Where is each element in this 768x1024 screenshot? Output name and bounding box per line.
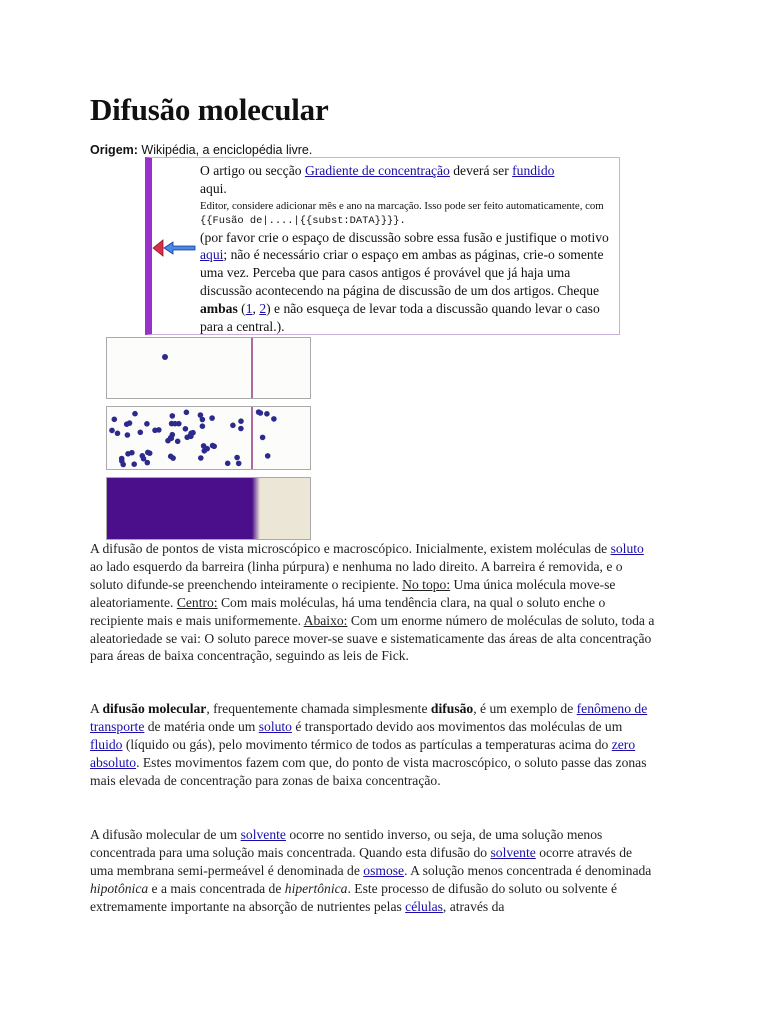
- molecule-dot: [260, 435, 266, 441]
- editor-note-text: Editor, considere adicionar mês e ano na marcação. Isso pode ser feito automaticamente, com: [200, 199, 604, 212]
- diffusion-panel-single: [106, 337, 311, 399]
- merge-notice-text: [200, 162, 618, 335]
- molecule-dot: [127, 420, 133, 426]
- link-fundido[interactable]: fundido: [512, 163, 555, 178]
- merge-comma: ,: [252, 300, 260, 316]
- link-solvente[interactable]: solvente: [240, 827, 286, 842]
- merge-body-pre: (por favor crie o espaço de discussão sobre essa fusão e justifique o motivo: [200, 229, 609, 245]
- molecule-dot: [115, 431, 121, 437]
- link-fenomeno[interactable]: fenômeno de transporte: [90, 701, 648, 734]
- figure-caption: [90, 540, 655, 665]
- merge-ambas: ambas: [200, 300, 238, 316]
- link-aqui[interactable]: aqui: [200, 247, 224, 263]
- molecule-dot: [125, 451, 131, 457]
- p2-t2: ocorre no sentido inverso, ou seja, de uma solução menos concentrada para uma solução mais concentrada. Quando esta difusão do: [90, 827, 603, 860]
- molecule-dot: [204, 446, 210, 452]
- link-osmose[interactable]: osmose: [363, 862, 405, 878]
- p1-t4: de matéria onde um: [144, 718, 259, 734]
- molecule-dot: [200, 417, 206, 423]
- p2-t1: A difusão molecular de um: [90, 827, 241, 842]
- caption-abaixo: Abaixo:: [303, 612, 348, 628]
- molecule-dot: [230, 423, 236, 429]
- molecule-dot: [234, 455, 240, 461]
- molecule-dot: [145, 450, 151, 456]
- molecule-dot: [209, 415, 215, 421]
- p1-t3: , é um exemplo de: [473, 701, 577, 716]
- molecule-dot: [112, 417, 118, 423]
- p1-t7: . Estes movimentos fazem com que, do ponto de vista macroscópico, o soluto passe das zonas mais elevada de concentração para zonas de baixa concentração.: [90, 754, 647, 788]
- p2-t6: . Este processo de difusão do soluto ou solvente é extremamente importante na absorção de nutrientes pelas: [90, 880, 618, 914]
- molecule-dot: [170, 432, 176, 438]
- origin-line: [90, 143, 312, 157]
- molecule-dot: [120, 462, 126, 468]
- molecule-dot: [238, 426, 244, 432]
- molecule-dot: [162, 354, 168, 360]
- caption-t5: Com um enorme número de moléculas de soluto, toda a aleatoriedade se vai: O soluto parece mover-se suave e sistematicamente das áreas de alta concentração para áreas de baixa concentração, seguindo as leis de Fick.: [90, 612, 655, 664]
- molecule-dot: [198, 455, 204, 461]
- molecule-dot: [170, 413, 176, 419]
- diffusion-panel-many: [106, 406, 311, 470]
- molecule-dot: [170, 455, 176, 461]
- molecule-dot: [145, 460, 151, 466]
- p1-b1: difusão molecular: [102, 701, 207, 716]
- link-celulas[interactable]: células: [405, 898, 443, 914]
- p2-t4: . A solução menos concentrada é denominada: [404, 862, 652, 878]
- merge-body-end: ) e não esqueça de levar toda a discussão quando levar o caso para a central.).: [200, 300, 600, 334]
- panel-many-drawing: [107, 407, 310, 469]
- page-title: Difusão molecular: [90, 92, 329, 127]
- molecule-dot: [152, 428, 158, 434]
- p1-t6: (líquido ou gás), pelo movimento térmico de todos as partículas a temperaturas acima do: [122, 736, 612, 752]
- molecule-dot: [183, 426, 189, 432]
- solute-region: [107, 478, 252, 539]
- editor-note-code: {{Fusão de|....|{{subst:DATA}}}}.: [200, 214, 406, 227]
- panel-continuum-drawing: [107, 478, 310, 539]
- p1-t2: , frequentemente chamada simplesmente: [206, 701, 431, 716]
- caption-t1: A difusão de pontos de vista microscópico e macroscópico. Inicialmente, existem moléculas de: [90, 541, 611, 556]
- origin-text: Wikipédia, a enciclopédia livre.: [141, 143, 313, 157]
- molecule-dot: [175, 439, 181, 445]
- molecule-dot: [188, 434, 194, 440]
- link-gradiente[interactable]: Gradiente de concentração: [304, 163, 450, 178]
- merge-line1-post: aqui.: [200, 180, 227, 196]
- link-soluto-caption[interactable]: soluto: [610, 541, 644, 556]
- molecule-dot: [236, 461, 242, 467]
- link-2[interactable]: 2: [259, 300, 267, 316]
- caption-t4: Com mais moléculas, há uma tendência clara, na qual o soluto enche o recipiente mais e mais uniformemente.: [90, 594, 606, 628]
- p2-hipertonica: hipertônica: [284, 880, 348, 896]
- molecule-dot: [200, 423, 206, 429]
- p2-t5: e a mais concentrada de: [148, 880, 285, 896]
- molecule-dot: [172, 421, 178, 427]
- p2-t3: ocorre através de uma membrana semi-permeável é denominada de: [90, 844, 633, 878]
- molecule-dot: [264, 411, 270, 417]
- link-zero-absoluto[interactable]: zero absoluto: [90, 736, 636, 770]
- caption-t3: Uma única molécula move-se aleatoriamente.: [90, 576, 616, 610]
- molecule-dot: [238, 418, 244, 424]
- molecule-dot: [256, 409, 262, 415]
- caption-no-topo: No topo:: [402, 576, 451, 592]
- molecule-dot: [138, 430, 144, 436]
- molecule-dot: [140, 453, 146, 459]
- molecule-dot: [109, 428, 115, 434]
- p1-b2: difusão: [430, 701, 474, 716]
- panel-single-drawing: [107, 338, 310, 398]
- link-soluto[interactable]: soluto: [258, 718, 292, 734]
- molecule-dot: [144, 421, 150, 427]
- molecule-dot: [210, 443, 216, 449]
- molecule-dot: [132, 411, 138, 417]
- caption-centro: Centro:: [176, 594, 218, 610]
- paragraph-solvent: [90, 826, 655, 916]
- molecule-dot: [131, 461, 137, 467]
- link-1[interactable]: 1: [245, 300, 253, 316]
- solute-front: [252, 478, 260, 539]
- merge-arrows-icon: [151, 233, 197, 263]
- molecule-dot: [184, 410, 190, 416]
- merge-paren: (: [237, 300, 246, 316]
- paragraph-definition: [90, 700, 655, 790]
- molecule-dot: [271, 416, 277, 422]
- molecule-dot: [265, 453, 271, 459]
- p2-t7: , através da: [442, 898, 505, 914]
- merge-line1-mid: deverá ser: [449, 163, 513, 178]
- caption-t2: ao lado esquerdo da barreira (linha púrpura) e nenhuma no lado direito. A barreira é removida, e o soluto difunde-se preenchendo inteiramente o recipiente.: [90, 558, 623, 592]
- merge-body-mid: ; não é necessário criar o espaço em ambas as páginas, crie-o somente uma vez. Perceba que para casos antigos é provável que já haja uma discussão acontecendo na página de discussão de um dos artigos. Cheque: [200, 247, 604, 298]
- p1-t5: é transportado devido aos movimentos das moléculas de um: [291, 718, 623, 734]
- origin-label: Origem:: [90, 143, 138, 157]
- editor-note: [200, 199, 618, 228]
- p2-hipotonica: hipotônica: [90, 880, 149, 896]
- p1-t1: A: [90, 701, 103, 716]
- solvent-region: [260, 478, 310, 539]
- link-solvente-2[interactable]: solvente: [490, 844, 536, 860]
- molecule-dot: [225, 461, 231, 467]
- link-fluido[interactable]: fluido: [90, 736, 123, 752]
- diffusion-panel-continuum: [106, 477, 311, 540]
- molecule-dot: [125, 432, 131, 438]
- merge-line1-pre: O artigo ou secção: [200, 163, 305, 178]
